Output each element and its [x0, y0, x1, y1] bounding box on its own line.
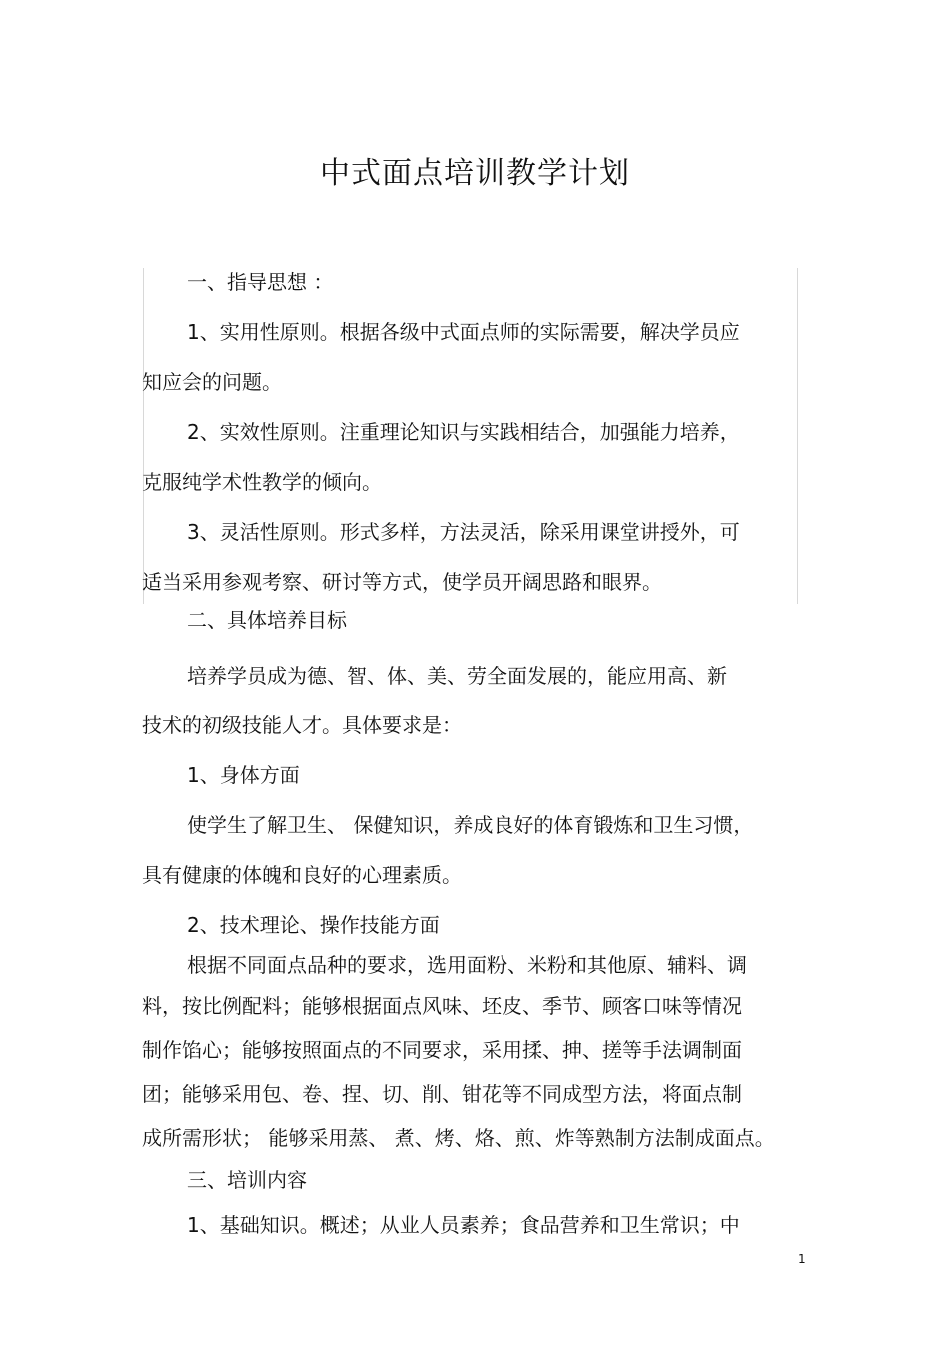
paragraph-line: 料，按比例配料；能够根据面点风味、坯皮、季节、顾客口味等情况	[142, 994, 742, 1018]
paragraph-line: 适当采用参观考察、研讨等方式，使学员开阔思路和眼界。	[142, 570, 662, 594]
section-heading-2: 二、具体培养目标	[187, 608, 347, 632]
paragraph-line: 成所需形状； 能够采用蒸、 煮、烤、烙、煎、炸等熟制方法制成面点。	[142, 1126, 775, 1150]
paragraph-line: 根据不同面点品种的要求，选用面粉、米粉和其他原、辅料、调	[187, 953, 747, 977]
paragraph-line: 2、实效性原则。注重理论知识与实践相结合，加强能力培养，	[187, 420, 740, 444]
subheading-line: 2、技术理论、操作技能方面	[187, 913, 440, 937]
page-number: 1	[798, 1252, 806, 1266]
section-heading-1: 一、指导思想 ：	[187, 270, 334, 294]
document-title: 中式面点培训教学计划	[320, 156, 630, 191]
paragraph-line: 3、灵活性原则。形式多样，方法灵活，除采用课堂讲授外，可	[187, 520, 740, 544]
subheading-line: 1、身体方面	[187, 763, 300, 787]
paragraph-line: 1、实用性原则。根据各级中式面点师的实际需要，解决学员应	[187, 320, 740, 344]
paragraph-line: 1、基础知识。概述；从业人员素养；食品营养和卫生常识；中	[187, 1213, 740, 1237]
paragraph-line: 克服纯学术性教学的倾向。	[142, 470, 382, 494]
paragraph-line: 制作馅心；能够按照面点的不同要求，采用揉、抻、搓等手法调制面	[142, 1038, 742, 1062]
section-heading-3: 三、培训内容	[187, 1168, 307, 1192]
paragraph-line: 使学生了解卫生、 保健知识，养成良好的体育锻炼和卫生习惯，	[187, 813, 754, 837]
paragraph-line: 知应会的问题。	[142, 370, 282, 394]
paragraph-line: 团；能够采用包、卷、捏、切、削、钳花等不同成型方法，将面点制	[142, 1082, 742, 1106]
paragraph-line: 具有健康的体魄和良好的心理素质。	[142, 863, 462, 887]
frame-line-right	[797, 268, 798, 604]
paragraph-line: 培养学员成为德、智、体、美、劳全面发展的，能应用高、新	[187, 664, 727, 688]
paragraph-line: 技术的初级技能人才。具体要求是：	[142, 713, 462, 737]
frame-line-left	[143, 268, 144, 604]
